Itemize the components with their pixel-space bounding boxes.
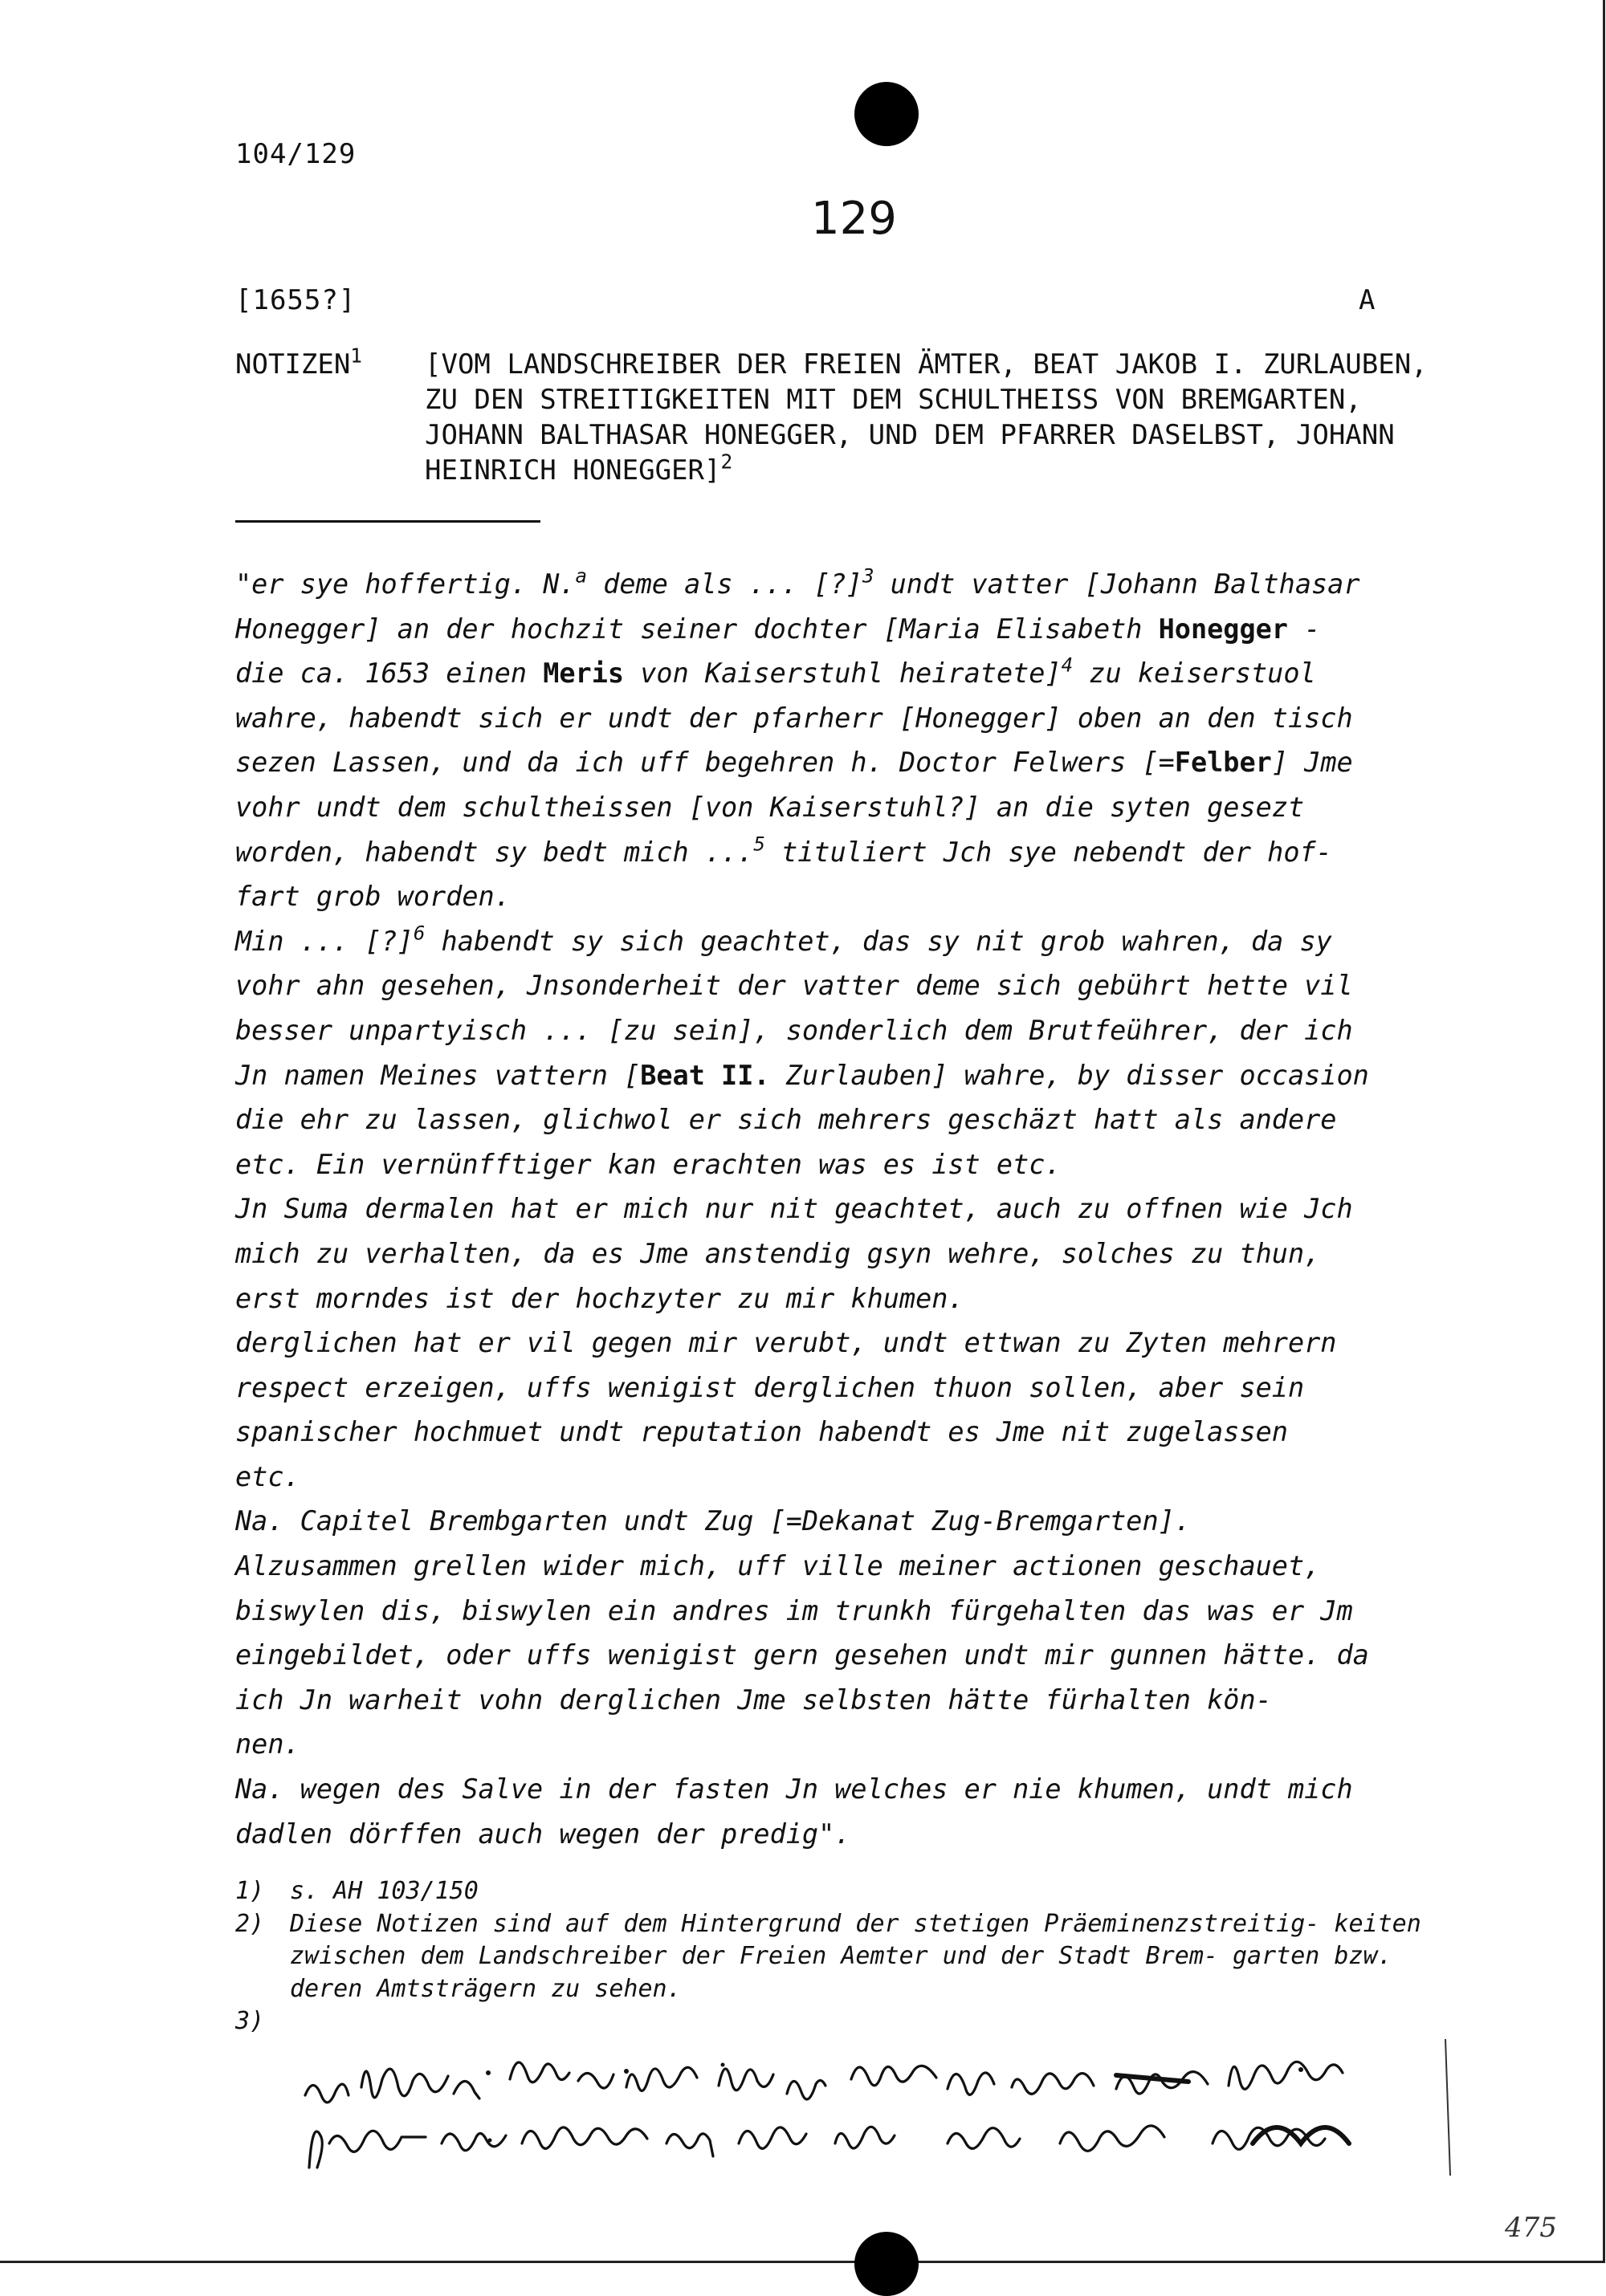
body-line: dadlen dörffen auch wegen der predig". xyxy=(235,1818,851,1850)
document-letter: A xyxy=(1359,284,1376,316)
footnote-text: s. AH 103/150 xyxy=(290,1877,479,1905)
archive-pencil-number xyxy=(1503,2209,1575,2246)
body-line: Min ... [?]$^6$ habendt sy sich geachtet, das sy nit grob wahren, da sy xyxy=(235,922,1332,957)
body-line: respect erzeigen, uffs wenigist derglichen thuon sollen, aber sein xyxy=(235,1371,1305,1403)
footnote-marker: 2 xyxy=(720,450,733,474)
body-line: Honegger] an der hochzit seiner dochter [Maria Elisabeth Honegger - xyxy=(235,613,1321,645)
body-line: besser unpartyisch ... [zu sein], sonderlich dem Brutfeührer, der ich xyxy=(235,1014,1353,1046)
handwritten-manuscript-excerpt xyxy=(289,2023,1461,2184)
body-line: wahre, habendt sich er undt der pfarherr [Honegger] oben an den tisch xyxy=(235,702,1353,734)
body-line: vohr undt dem schultheissen [von Kaiserstuhl?] an die syten gesezt xyxy=(235,791,1305,823)
body-line: Na. Capitel Brembgarten undt Zug [=Dekanat Zug-Bremgarten]. xyxy=(235,1505,1191,1537)
body-line: mich zu verhalten, da es Jme anstendig gsyn wehre, solches zu thun, xyxy=(235,1237,1321,1269)
footnote xyxy=(235,1908,1456,2006)
body-line: Jn Suma dermalen hat er mich nur nit geachtet, auch zu offnen wie Jch xyxy=(235,1193,1353,1225)
footnote-number: 1) xyxy=(235,1877,265,1905)
title-text: [VOM LANDSCHREIBER DER FREIEN ÄMTER, BEAT JAKOB I. ZURLAUBEN, ZU DEN STREITIGKEITEN MIT DEM SCHULTHEISS VON BREMGARTEN, JOHANN BALTHASAR HONEGGER, UND DEM PFARRER DASELBST, JOHANN HEINRICH HONEGGER]$^2$ xyxy=(425,348,1428,486)
document-date: [1655?] xyxy=(235,284,357,316)
punch-hole xyxy=(854,2232,919,2296)
body-line: derglichen hat er vil gegen mir verubt, undt ettwan zu Zyten mehrern xyxy=(235,1327,1337,1359)
footnote-text: Diese Notizen sind auf dem Hintergrund der stetigen Präeminenzstreitig- keiten zwischen dem Landschreiber der Freien Aemter und der Stadt Brem- garten bzw. deren Amtsträgern zu sehen. xyxy=(290,1909,1421,2003)
footnote-number: 2) xyxy=(235,1909,265,1938)
body-line: die ehr zu lassen, glichwol er sich mehrers geschäzt hatt als andere xyxy=(235,1104,1337,1136)
archive-number: 475 xyxy=(1505,2212,1557,2244)
footnotes xyxy=(235,1875,1456,2035)
punch-hole xyxy=(854,82,919,146)
footnote-marker: 1 xyxy=(350,344,363,368)
body-line: Jn namen Meines vattern [Beat II. Zurlauben] wahre, by disser occasion xyxy=(235,1059,1369,1091)
body-line: nen. xyxy=(235,1728,300,1761)
body-line: ich Jn warheit vohn derglichen Jme selbsten hätte fürhalten kön- xyxy=(235,1683,1272,1716)
footnote-number: 3) xyxy=(235,2007,265,2035)
body-line: spanischer hochmuet undt reputation habendt es Jme nit zugelassen xyxy=(235,1416,1288,1448)
body-line: vohr ahn gesehen, Jnsonderheit der vatter deme sich gebührt hette vil xyxy=(235,970,1353,1002)
body-line: die ca. 1653 einen Meris von Kaiserstuhl heiratete]$^4$ zu keiserstuol xyxy=(235,653,1316,690)
page-number: 129 xyxy=(811,193,897,245)
body-line: erst morndes ist der hochzyter zu mir khumen. xyxy=(235,1282,964,1314)
body-line: Na. wegen des Salve in der fasten Jn welches er nie khumen, undt mich xyxy=(235,1773,1353,1805)
document-reference: 104/129 xyxy=(235,138,357,170)
separator-rule xyxy=(235,520,540,523)
body-line: fart grob worden. xyxy=(235,881,511,913)
footnote xyxy=(235,1875,1456,1908)
body-line: etc. Ein vernünfftiger kan erachten was es ist etc. xyxy=(235,1148,1062,1180)
title-label: NOTIZEN$^1$ xyxy=(235,344,363,381)
transcription-body xyxy=(235,562,1488,1856)
body-line: sezen Lassen, und da ich uff begehren h. Doctor Felwers [=Felber] Jme xyxy=(235,747,1353,779)
body-line: worden, habendt sy bedt mich ...$^5$ tituliert Jch sye nebendt der hof- xyxy=(235,833,1332,868)
body-line: eingebildet, oder uffs wenigist gern gesehen undt mir gunnen hätte. da xyxy=(235,1639,1369,1671)
body-line: "er sye hoffertig. N.$^a$ deme als ... [?]$^3$ undt vatter [Johann Balthasar xyxy=(235,564,1360,600)
body-line: etc. xyxy=(235,1460,300,1492)
body-line: biswylen dis, biswylen ein andres im trunkh fürgehalten das was er Jm xyxy=(235,1594,1353,1626)
body-line: Alzusammen grellen wider mich, uff ville meiner actionen geschauet, xyxy=(235,1550,1321,1582)
